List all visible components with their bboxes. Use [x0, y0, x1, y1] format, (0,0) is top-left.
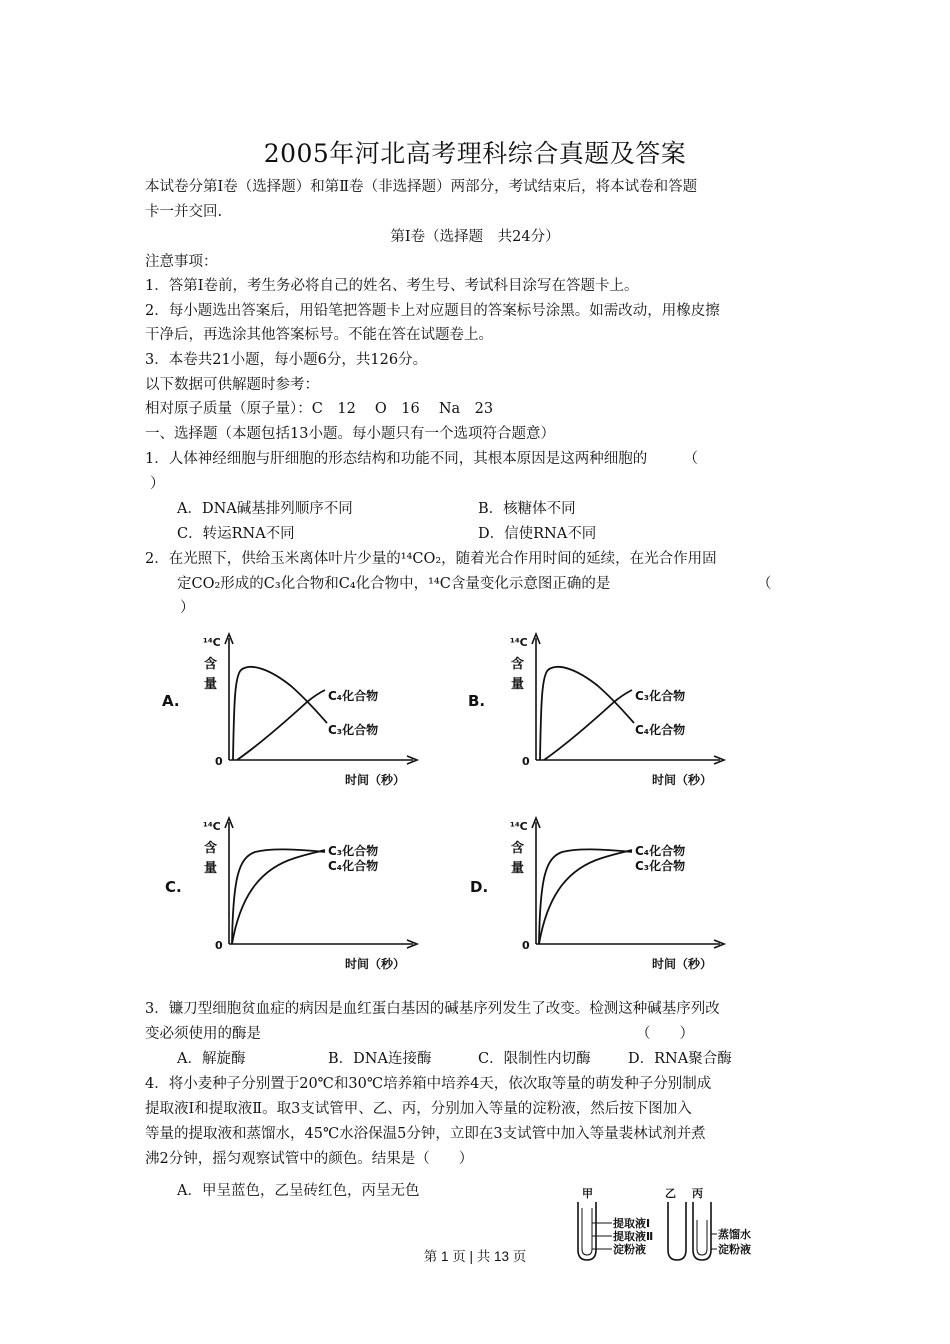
- chart-b: [502, 628, 732, 793]
- chart-a-series-2-line: [237, 690, 325, 760]
- starch-left-label: 淀粉液: [613, 1243, 646, 1256]
- q3-option-c: C．限制性内切酶: [478, 1051, 591, 1067]
- page-footer: 第 1 页 | 共 13 页: [423, 1249, 527, 1264]
- intro-line-1: 本试卷分第Ⅰ卷（选择题）和第Ⅱ卷（非选择题）两部分，考试结束后，将本试卷和答题: [145, 179, 698, 195]
- q3-paren: （ ）: [636, 1026, 694, 1042]
- q2-paren-open: （: [757, 576, 772, 592]
- note-2-cont: 干净后，再选涂其他答案标号。不能在答在试题卷上。: [145, 327, 493, 343]
- chart-a-y-label-han: 含: [204, 657, 218, 672]
- chart-d-series-1-label: C₄化合物: [635, 844, 686, 858]
- chart-a-y-label-14c: ¹⁴C: [203, 636, 221, 649]
- chart-b-y-label-han: 含: [511, 657, 525, 672]
- intro-line-2: 卡一并交回.: [145, 204, 223, 220]
- chart-b-panel-label: B.: [468, 692, 486, 710]
- note-2: 2．每小题选出答案后，用铅笔把答题卡上对应题目的答案标号涂黑。如需改动，用橡皮擦: [145, 303, 720, 319]
- page-title: 2005年河北高考理科综合真题及答案: [263, 139, 687, 168]
- data-reference: 以下数据可供解题时参考：: [145, 377, 319, 393]
- q1-option-d: D．信使RNA不同: [478, 526, 597, 542]
- q1-stem-end: ）: [150, 476, 165, 492]
- chart-c-y-label-liang: 量: [204, 861, 218, 876]
- chart-c-series-2-line: [232, 849, 325, 944]
- starch-right-label: 淀粉液: [718, 1243, 751, 1256]
- q2-line-2: 定CO₂形成的C₃化合物和C₄化合物中，¹⁴C含量变化示意图正确的是: [177, 576, 611, 592]
- section-heading: 一、选择题（本题包括13小题。每小题只有一个选项符合题意）: [145, 426, 555, 442]
- note-1: 1．答第Ⅰ卷前，考生务必将自己的姓名、考生号、考试科目涂写在答题卡上。: [145, 278, 639, 294]
- q1-option-b: B．核糖体不同: [478, 501, 576, 517]
- chart-b-x-label: 时间（秒）: [652, 773, 713, 787]
- chart-b-series-1-label: C₃化合物: [635, 689, 686, 703]
- chart-a-series-1-label: C₄化合物: [328, 689, 379, 703]
- chart-d-x-label: 时间（秒）: [652, 957, 713, 971]
- chart-c-series-1-label: C₃化合物: [328, 844, 379, 858]
- chart-d-series-1-line: [539, 850, 632, 944]
- q3-line-1: 3．镰刀型细胞贫血症的病因是血红蛋白基因的碱基序列发生了改变。检测这种碱基序列改: [145, 1001, 720, 1017]
- chart-a-y-label-liang: 量: [204, 677, 218, 692]
- chart-d-y-label-han: 含: [511, 841, 525, 856]
- q3-option-b: B．DNA连接酶: [328, 1051, 432, 1067]
- part1-heading: 第Ⅰ卷（选择题 共24分）: [390, 229, 560, 245]
- chart-d-series-2-line: [539, 849, 632, 944]
- chart-a-series-1-line: [233, 667, 327, 760]
- chart-d-panel-label: D.: [470, 878, 489, 896]
- chart-c-x-label: 时间（秒）: [345, 957, 406, 971]
- tube-yi-label: 乙: [665, 1187, 676, 1200]
- q4-line-4: 沸2分钟，摇匀观察试管中的颜色。结果是（ ）: [145, 1151, 474, 1167]
- chart-d-origin: 0: [522, 939, 530, 952]
- chart-c-series-1-line: [232, 850, 325, 944]
- q2-paren-close: ）: [180, 600, 195, 616]
- q4-line-2: 提取液Ⅰ和提取液Ⅱ。取3支试管甲、乙、丙，分别加入等量的淀粉液，然后按下图加入: [145, 1101, 692, 1117]
- q4-line-3: 等量的提取液和蒸馏水，45℃水浴保温5分钟，立即在3支试管中加入等量裴林试剂并煮: [145, 1126, 706, 1142]
- chart-a-origin: 0: [215, 755, 223, 768]
- q1-option-c: C．转运RNA不同: [177, 526, 295, 542]
- chart-d: [502, 812, 732, 977]
- chart-d-series-2-label: C₃化合物: [635, 859, 686, 873]
- tube-jia-label: 甲: [582, 1187, 593, 1200]
- chart-a-panel-label: A.: [162, 692, 180, 710]
- chart-b-series-2-line: [544, 690, 632, 760]
- chart-a-series-2-label: C₃化合物: [328, 723, 379, 737]
- chart-d-y-label-14c: ¹⁴C: [510, 820, 528, 833]
- chart-c: [195, 812, 425, 977]
- extract-1-label: 提取液Ⅰ: [613, 1217, 651, 1230]
- chart-c-series-2-label: C₄化合物: [328, 859, 379, 873]
- chart-d-y-label-liang: 量: [511, 861, 525, 876]
- q3-option-d: D．RNA聚合酶: [628, 1051, 732, 1067]
- extract-2-label: 提取液Ⅱ: [613, 1230, 654, 1243]
- chart-c-y-label-han: 含: [204, 841, 218, 856]
- note-3: 3．本卷共21小题，每小题6分，共126分。: [145, 352, 428, 368]
- chart-b-series-2-label: C₄化合物: [635, 723, 686, 737]
- chart-b-y-label-liang: 量: [511, 677, 525, 692]
- q4-option-a: A．甲呈蓝色，乙呈砖红色，丙呈无色: [177, 1183, 420, 1199]
- q1-option-a: A．DNA碱基排列顺序不同: [177, 501, 353, 517]
- water-label: 蒸馏水: [718, 1228, 751, 1241]
- chart-a-x-label: 时间（秒）: [345, 773, 406, 787]
- chart-c-panel-label: C.: [165, 878, 182, 896]
- chart-b-origin: 0: [522, 755, 530, 768]
- atomic-mass: 相对原子质量（原子量）：C 12 O 16 Na 23: [145, 401, 494, 417]
- notes-heading: 注意事项：: [145, 254, 218, 270]
- chart-b-y-label-14c: ¹⁴C: [510, 636, 528, 649]
- chart-c-origin: 0: [215, 939, 223, 952]
- q1-stem: 1．人体神经细胞与肝细胞的形态结构和功能不同，其根本原因是这两种细胞的 （: [145, 451, 698, 467]
- tube-bing-label: 丙: [692, 1187, 703, 1200]
- q3-line-2: 变必须使用的酶是: [145, 1026, 261, 1042]
- q4-line-1: 4．将小麦种子分别置于20℃和30℃培养箱中培养4天，依次取等量的萌发种子分别制成: [145, 1076, 712, 1092]
- chart-b-series-1-line: [540, 667, 634, 760]
- chart-a: [195, 628, 425, 793]
- q3-option-a: A．解旋酶: [177, 1051, 246, 1067]
- chart-c-y-label-14c: ¹⁴C: [203, 820, 221, 833]
- q2-line-1: 2．在光照下，供给玉米离体叶片少量的¹⁴CO₂，随着光合作用时间的延续，在光合作用固: [145, 551, 717, 567]
